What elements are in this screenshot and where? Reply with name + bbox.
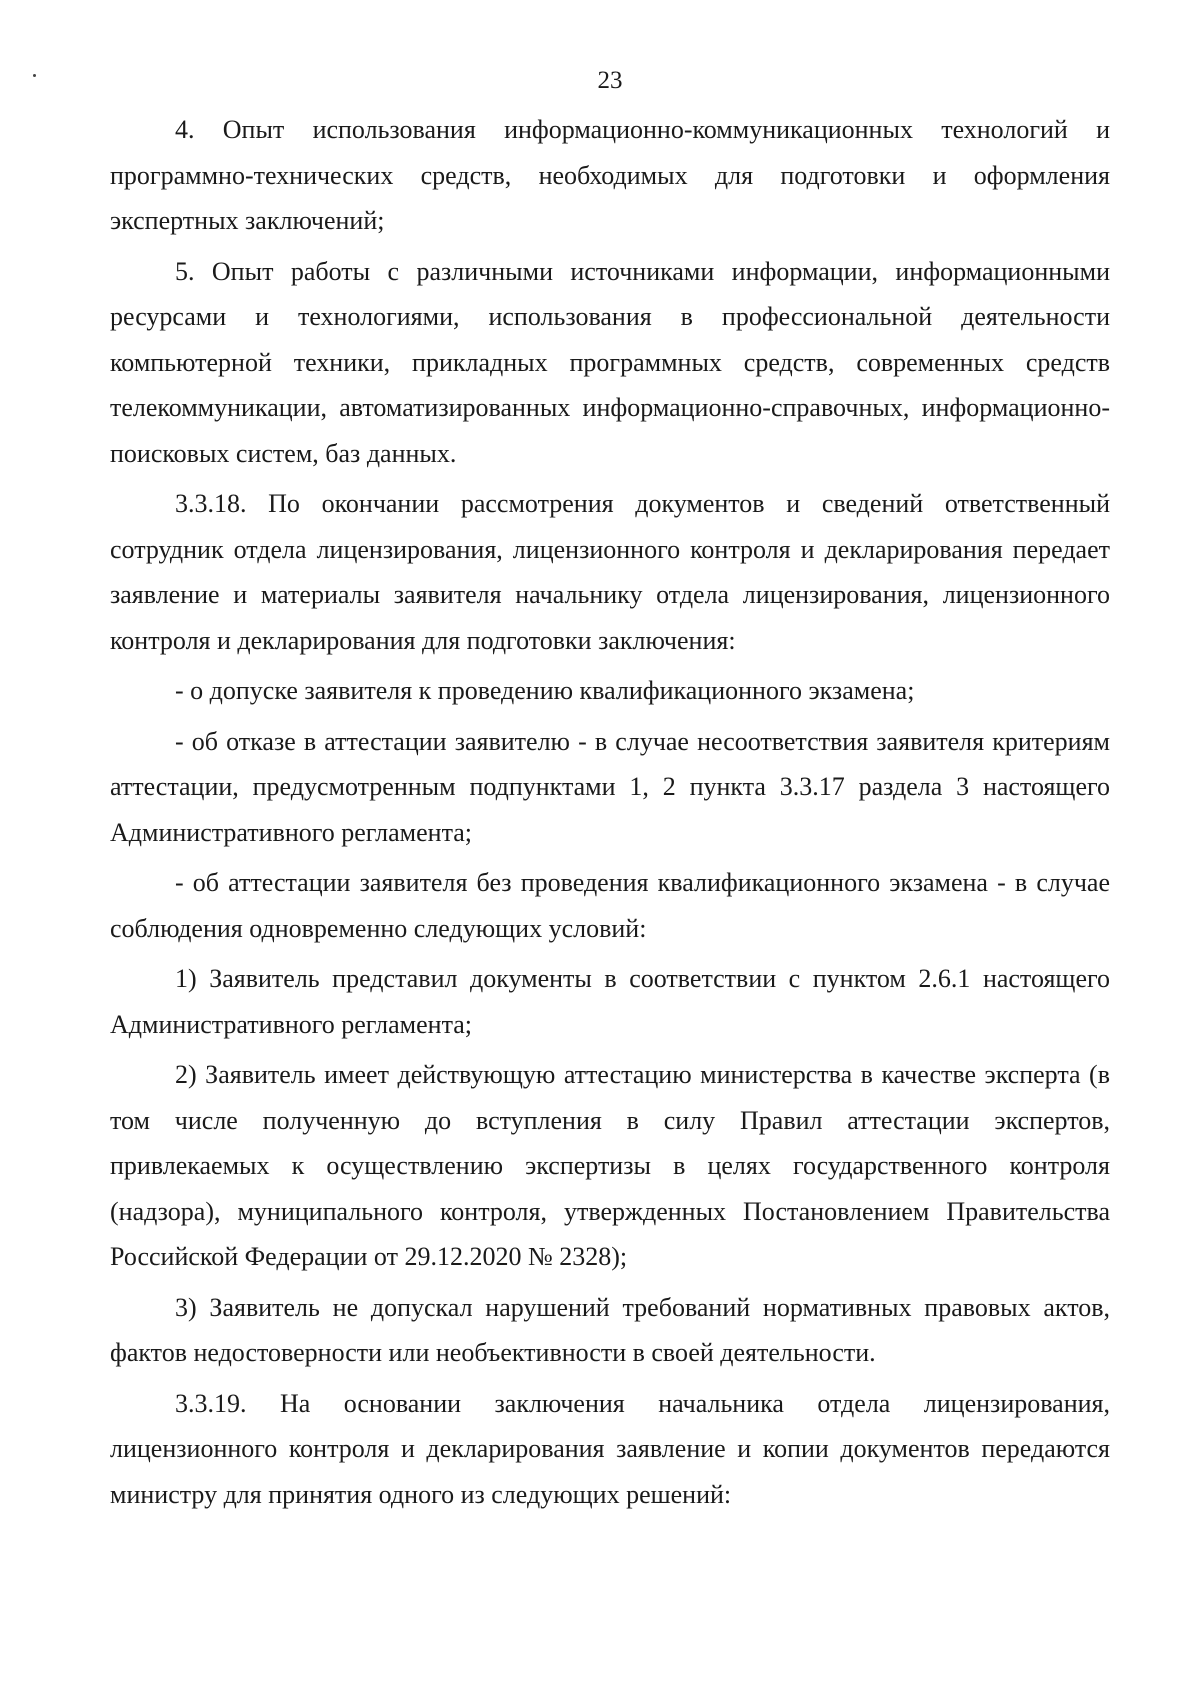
condition-3: 3) Заявитель не допускал нарушений требований нормативных правовых актов, фактов недостоверности или необъективности в своей деятельности. — [110, 1292, 1110, 1367]
paragraph-item-4: 4. Опыт использования информационно-коммуникационных технологий и программно-технических средств, необходимых для подготовки и оформления экспертных заключений; — [110, 115, 1110, 235]
condition-2: 2) Заявитель имеет действующую аттестацию министерства в качестве эксперта (в том числе полученную до вступления в силу Правил аттестации экспертов, привлекаемых к осуществлению экспертизы в целях государственного контроля (надзора), муниципального контроля, утвержденных Постановлением Правительства Российской Федерации от 29.12.2020 № 2328); — [110, 1060, 1110, 1271]
list-item-refusal: - об отказе в аттестации заявителю - в случае несоответствия заявителя критериям аттестации, предусмотренным подпунктами 1, 2 пункта 3.3.17 раздела 3 настоящего Административного регламента; — [110, 726, 1110, 847]
page-number: 23 — [597, 67, 623, 94]
list-item-attestation-without-exam: - об аттестации заявителя без проведения квалификационного экзамена - в случае соблюдения одновременно следующих условий: — [110, 868, 1110, 943]
paragraph-3-3-19: 3.3.19. На основании заключения начальника отдела лицензирования, лицензионного контроля и декларирования заявление и копии документов передаются министру для принятия одного из следующих решений: — [110, 1388, 1110, 1509]
paragraph-3-3-18: 3.3.18. По окончании рассмотрения документов и сведений ответственный сотрудник отдела лицензирования, лицензионного контроля и декларирования передает заявление и материалы заявителя начальнику отдела лицензирования, лицензионного контроля и декларирования для подготовки заключения: — [110, 489, 1110, 655]
paragraph-item-5: 5. Опыт работы с различными источниками информации, информационными ресурсами и технологиями, использования в профессиональной деятельности компьютерной техники, прикладных программных средств, современных средств телекоммуникации, автоматизированных информационно-справочных, информационно-поисковых систем, баз данных. — [110, 256, 1110, 468]
condition-1: 1) Заявитель представил документы в соответствии с пунктом 2.6.1 настоящего Административного регламента; — [110, 964, 1110, 1039]
scan-speck — [33, 74, 36, 77]
list-item-admission: - о допуске заявителя к проведению квалификационного экзамена; — [175, 676, 915, 705]
